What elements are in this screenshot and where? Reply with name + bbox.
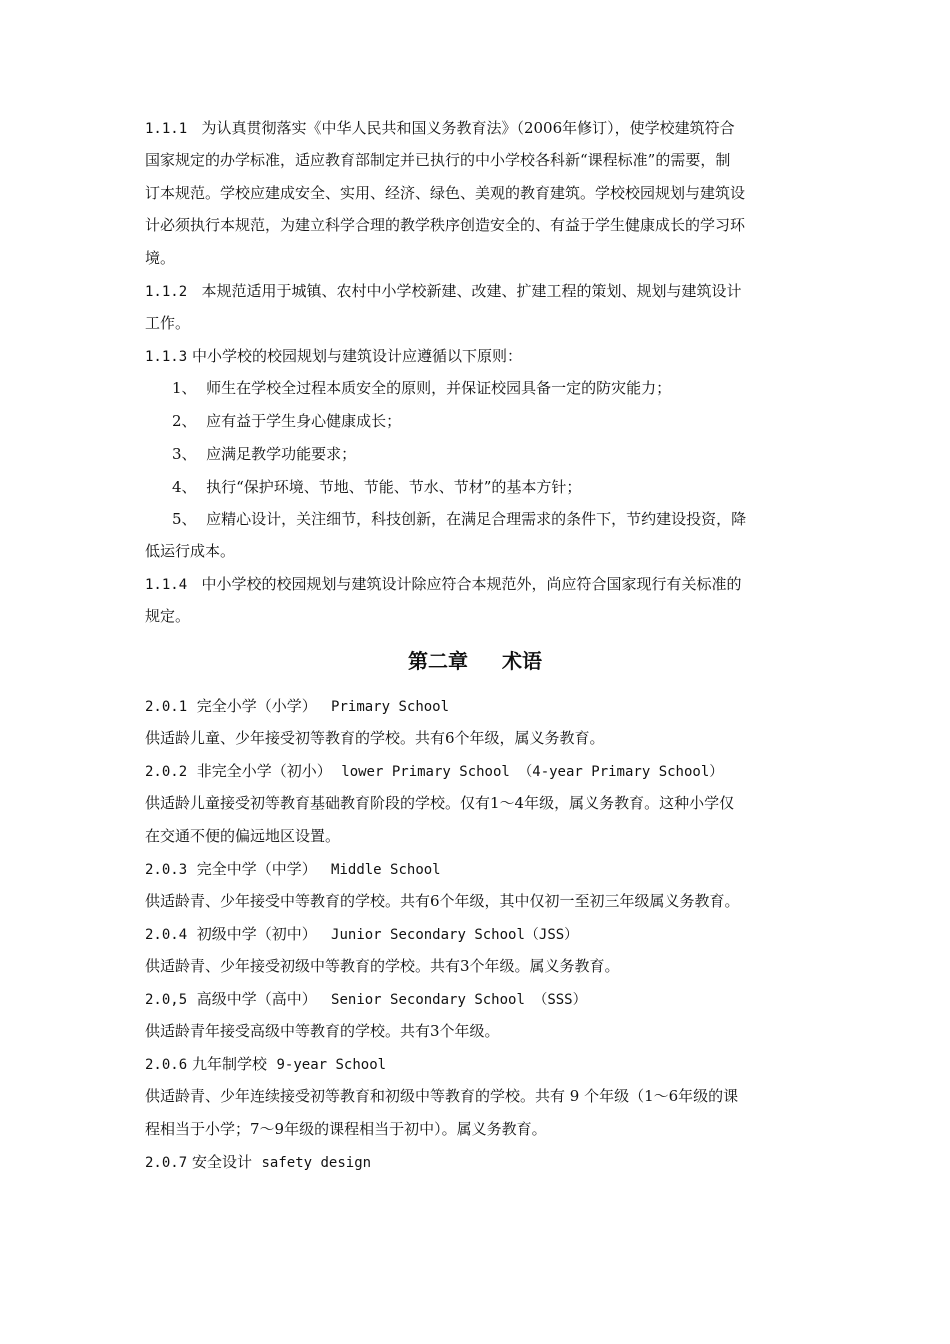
term-definition: 供适龄青、少年接受初级中等教育的学校。共有3个年级。属义务教育。	[145, 957, 620, 975]
clause-1-1-4-line-1: 1.1.4 中小学校的校园规划与建筑设计除应符合本规范外，尚应符合国家现行有关标准的	[145, 575, 742, 593]
clause-number: 1.1.2	[145, 284, 188, 300]
term-definition: 供适龄青年接受高级中等教育的学校。共有3个年级。	[145, 1022, 500, 1040]
term-heading: 2.0.6 九年制学校 9-year School	[145, 1055, 387, 1073]
chapter-title: 术语	[502, 649, 542, 673]
term-heading: 2.0.1 完全小学（小学） Primary School	[145, 697, 450, 715]
term-definition: 供适龄儿童接受初等教育基础教育阶段的学校。仅有1～4年级，属义务教育。这种小学仅	[145, 794, 735, 812]
clause-number: 1.1.1	[145, 121, 188, 137]
clause-1-1-3-line: 1.1.3 中小学校的校园规划与建筑设计应遵循以下原则：	[145, 347, 522, 365]
clause-1-1-2-line-2: 工作。	[145, 314, 191, 332]
term-definition: 程相当于小学；7～9年级的课程相当于初中）。属义务教育。	[145, 1120, 547, 1138]
clause-1-1-1-line-1: 1.1.1 为认真贯彻落实《中华人民共和国义务教育法》（2006年修订），使学校建筑符合	[145, 119, 735, 137]
term-definition: 供适龄青、少年连续接受初等教育和初级中等教育的学校。共有 9 个年级（1～6年级的课	[145, 1087, 739, 1105]
clause-1-1-2-line-1: 1.1.2 本规范适用于城镇、农村中小学校新建、改建、扩建工程的策划、规划与建筑设计	[145, 282, 742, 300]
term-definition: 在交通不便的偏远地区设置。	[145, 827, 341, 845]
principle-item: 2、 应有益于学生身心健康成长；	[172, 412, 402, 430]
term-heading: 2.0.4 初级中学（初中） Junior Secondary School（JSS）	[145, 925, 579, 943]
clause-1-1-1-line-4: 计必须执行本规范，为建立科学合理的教学秩序创造安全的、有益于学生健康成长的学习环	[145, 216, 746, 234]
principle-item: 3、 应满足教学功能要求；	[172, 445, 357, 463]
term-heading: 2.0.7 安全设计 safety design	[145, 1153, 372, 1171]
term-heading: 2.0,5 高级中学（高中） Senior Secondary School （SSS）	[145, 990, 587, 1008]
clause-number: 1.1.4	[145, 577, 188, 593]
chapter-number: 第二章	[408, 649, 468, 673]
clause-1-1-4-line-2: 规定。	[145, 607, 191, 625]
clause-1-1-1-line-3: 订本规范。学校应建成安全、实用、经济、绿色、美观的教育建筑。学校校园规划与建筑设	[145, 184, 746, 202]
term-heading: 2.0.2 非完全小学（初小） lower Primary School （4-year Primary School）	[145, 762, 724, 780]
clause-number: 1.1.3	[145, 349, 188, 365]
principle-item: 1、 师生在学校全过程本质安全的原则，并保证校园具备一定的防灾能力；	[172, 379, 672, 397]
term-heading: 2.0.3 完全中学（中学） Middle School	[145, 860, 441, 878]
chapter-heading	[0, 648, 950, 674]
term-definition: 供适龄青、少年接受中等教育的学校。共有6个年级，其中仅初一至初三年级属义务教育。	[145, 892, 740, 910]
principle-item: 4、 执行“保护环境、节地、节能、节水、节材”的基本方针；	[172, 478, 582, 496]
principle-5-continuation: 低运行成本。	[145, 542, 236, 560]
principle-item: 5、 应精心设计，关注细节，科技创新，在满足合理需求的条件下，节约建设投资，降	[172, 510, 747, 528]
term-definition: 供适龄儿童、少年接受初等教育的学校。共有6个年级，属义务教育。	[145, 729, 605, 747]
clause-1-1-1-line-2: 国家规定的办学标准，适应教育部制定并已执行的中小学校各科新“课程标准”的需要，制	[145, 151, 731, 169]
clause-1-1-1-line-5: 境。	[145, 249, 176, 267]
